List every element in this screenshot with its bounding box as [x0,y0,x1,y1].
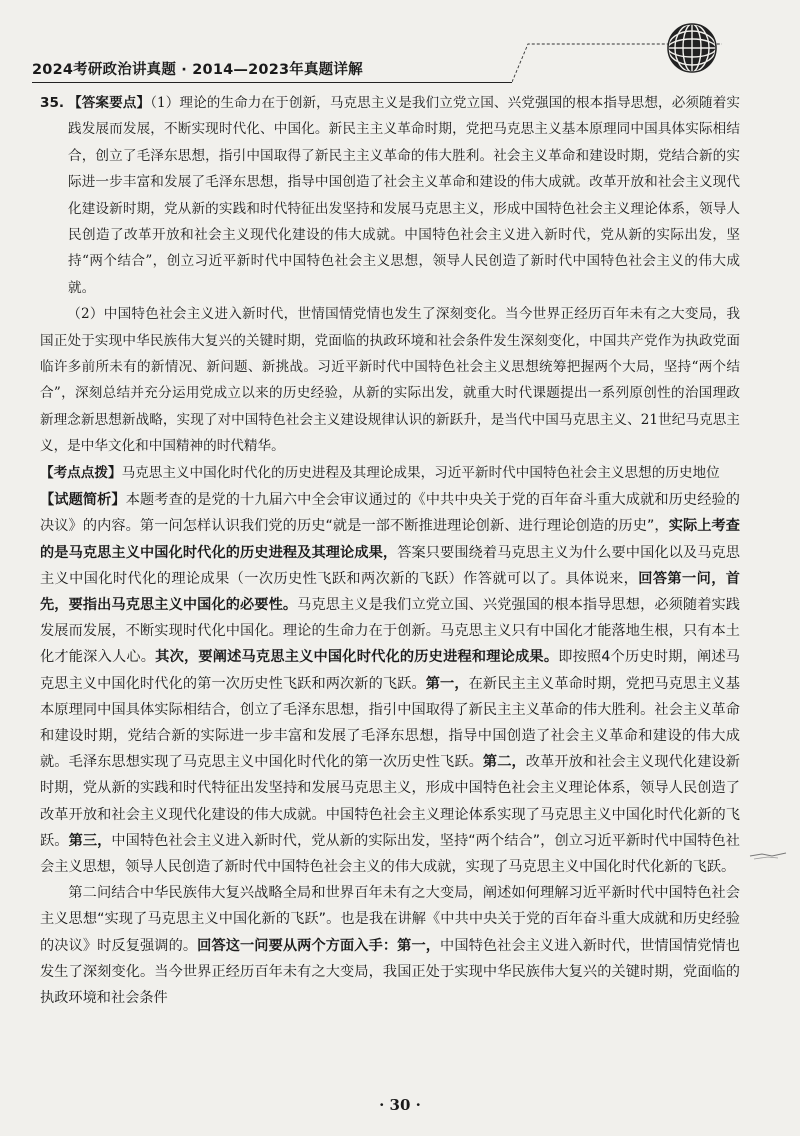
analysis-text-7: 中国特色社会主义进入新时代，党从新的实际出发，坚持“两个结合”，创立习近平新时代中国特色社会主义思想，领导人民创造了新时代中国特色社会主义的伟大成就，实现了马克思主义中国化时代化新的飞跃。 [40,832,740,875]
answer-part1: （1）理论的生命力在于创新，马克思主义是我们立党立国、兴党强国的根本指导思想，必须随着实践发展而发展，不断实现时代化、中国化。新民主主义革命时期，党把马克思主义基本原理同中国具体实际相结合，创立了毛泽东思想，指引中国取得了新民主主义革命的伟大胜利。社会主义革命和建设时期，党结合新的实际进一步丰富和发展了毛泽东思想，指导中国创造了社会主义革命和建设的伟大成就。改革开放和社会主义现代化建设新时期，党从新的实践和时代特征出发坚持和发展马克思主义，形成中国特色社会主义理论体系，领导人民创造了改革开放和社会主义现代化建设的伟大成就。中国特色社会主义进入新时代，党从新的实际出发，坚持“两个结合”，创立习近平新时代中国特色社会主义思想，领导人民创造了新时代中国特色社会主义的伟大成就。 [68,95,740,296]
answer-points-p1 [40,90,740,301]
page-number: · 30 · [379,1096,421,1114]
second-text-1: 第二问结合中华民族伟大复兴战略全局和世界百年未有之大变局，阐述如何理解习近平新时代中国特色社会主义思想“实现了马克思主义中国化新的飞跃”。也是我在讲解《中共中央关于党的百年奋斗重大成就和历史经验的决议》时反复强调的。 [40,885,740,954]
main-content [40,90,740,1011]
analysis-text-4: 即按照4个历史时期，阐述马克思主义中国化时代化的第一次历史性飞跃和两次新的飞跃。 [40,649,740,692]
key-points-label: 【考点点拨】 [40,464,122,481]
analysis-label: 【试题简析】 [40,492,126,509]
answer-points-p2: （2）中国特色社会主义进入新时代，世情国情党情也发生了深刻变化。当今世界正经历百年未有之大变局，我国正处于实现中华民族伟大复兴的关键时期，党面临的执政环境和社会条件发生深刻变化，中国共产党作为执政党面临许多前所未有的新情况、新问题、新挑战。习近平新时代中国特色社会主义思想统筹把握两个大局，坚持“两个结合”，深刻总结并充分运用党成立以来的历史经验，从新的实际出发，就重大时代课题提出一系列原创性的治国理政新理念新思想新战略，实现了对中国特色社会主义建设规律认识的新跃升，是当代中国马克思主义、21世纪马克思主义，是中华文化和中国精神的时代精华。 [40,306,740,455]
header-title: 2024考研政治讲真题 · 2014—2023年真题详解 [32,62,363,78]
key-points-section [40,460,740,486]
header-rule [32,82,512,83]
analysis-text-3: 马克思主义是我们立党立国、兴党强国的根本指导思想，必须随着实践发展而发展，不断实现时代化中国化。理论的生命力在于创新。马克思主义只有中国化才能落地生根，只有本土化才能深入人心。 [40,596,740,666]
analysis-section [40,487,740,880]
margin-mark [748,848,788,862]
analysis-bold-4: 第一， [425,675,469,692]
analysis-text-6: 改革开放和社会主义现代化建设新时期，党从新的实践和时代特征出发坚持和发展马克思主义，形成中国特色社会主义理论体系，领导人民创造了改革开放和社会主义现代化建设的伟大成就。中国特色社会主义理论体系实现了马克思主义中国化时代化新的飞跃。 [40,754,740,849]
key-points-text: 马克思主义中国化时代化的历史进程及其理论成果，习近平新时代中国特色社会主义思想的历史地位 [121,464,720,481]
second-text-2: 中国特色社会主义进入新时代，世情国情党情也发生了深刻变化。当今世界正经历百年未有之大变局，我国正处于实现中华民族伟大复兴的关键时期，党面临的执政环境和社会条件 [40,937,740,1006]
second-bold-1: 回答这一问要从两个方面入手：第一， [197,937,441,954]
question-number: 35. [40,95,65,111]
answer-points-label: 【答案要点】 [68,95,151,111]
second-question-analysis [40,880,740,1011]
analysis-bold-5: 第二， [482,754,526,771]
analysis-bold-2: 回答第一问，首先，要指出马克思主义中国化的必要性。 [40,570,740,613]
page-header [32,30,722,90]
analysis-bold-3: 其次，要阐述马克思主义中国化时代化的历史进程和理论成果。 [155,649,559,666]
analysis-text-2: 答案只要围绕着马克思主义为什么要中国化以及马克思主义中国化时代化的理论成果（一次历史性飞跃和两次新的飞跃）作答就可以了。具体说来， [40,544,740,587]
analysis-text-1: 本题考查的是党的十九届六中全会审议通过的《中共中央关于党的百年奋斗重大成就和历史经验的决议》的内容。第一问怎样认识我们党的历史“就是一部不断推进理论创新、进行理论创造的历史”， [40,492,740,535]
analysis-text-5: 在新民主主义革命时期，党把马克思主义基本原理同中国具体实际相结合，创立了毛泽东思想，指引中国取得了新民主主义革命的伟大胜利。社会主义革命和建设时期，党结合新的实际进一步丰富和发展了毛泽东思想，指导中国创造了社会主义革命和建设的伟大成就。毛泽东思想实现了马克思主义中国化时代化的第一次历史性飞跃。 [40,675,740,771]
globe-icon [666,22,718,74]
analysis-bold-6: 第三， [68,832,112,849]
analysis-bold-1: 实际上考查的是马克思主义中国化时代化的历史进程及其理论成果， [40,518,740,561]
